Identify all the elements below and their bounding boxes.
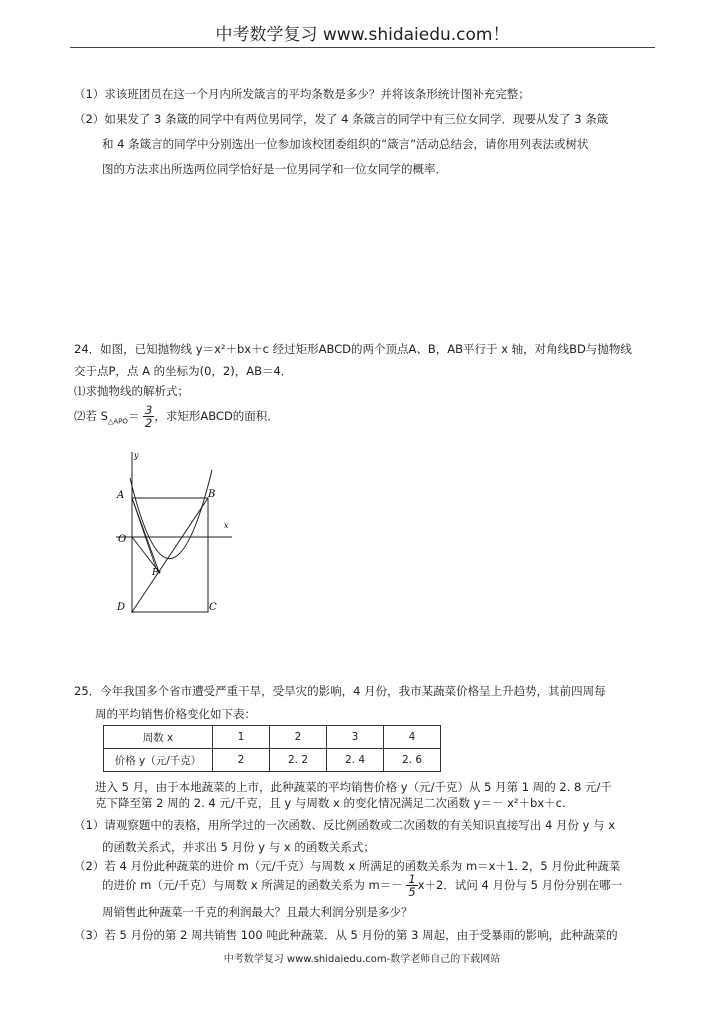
q23-part1: （1）求该班团员在这一个月内所发箴言的平均条数是多少？并将该条形统计图补充完整； bbox=[74, 87, 530, 101]
q24-part2-suffix: ，求矩形ABCD的面积． bbox=[154, 409, 279, 423]
figure-diagonal-bd bbox=[132, 498, 208, 612]
figure-line-op bbox=[132, 537, 159, 572]
page-footer: 中考数学复习 www.shidaiedu.com-数学老师自己的下载网站 bbox=[223, 954, 501, 965]
table-cell: 1 bbox=[213, 726, 270, 749]
q24-equals: ＝ bbox=[127, 409, 140, 423]
q24-line1: 24．如图，已知抛物线 y＝x²＋bx＋c 经过矩形ABCD的两个顶点A、B，AB平行于 x 轴，对角线BD与抛物线 bbox=[74, 342, 632, 356]
q25-part2-line2 bbox=[102, 872, 622, 898]
q25-part1-line1: （1）请观察题中的表格，用所学过的一次函数、反比例函数或二次函数的有关知识直接写出 4 月份 y 与 x bbox=[74, 818, 616, 832]
figure-label-p: P bbox=[152, 568, 159, 578]
q25-frac-den: 5 bbox=[408, 885, 416, 899]
table-row bbox=[104, 726, 441, 749]
header-rule bbox=[70, 47, 655, 48]
page-header: 中考数学复习 www.shidaiedu.com！ bbox=[215, 25, 510, 45]
q25-frac-num: 1 bbox=[408, 872, 416, 886]
table-cell: 3 bbox=[327, 726, 384, 749]
figure-line-ap2 bbox=[132, 498, 156, 568]
q24-fraction bbox=[143, 404, 154, 429]
q25-line3: 进入 5 月，由于本地蔬菜的上市，此种蔬菜的平均销售价格 y（元/千克）从 5 月第 1 周的 2. 8 元/千 bbox=[95, 780, 612, 794]
figure-label-y: y bbox=[134, 451, 139, 460]
figure-label-x: x bbox=[224, 521, 229, 530]
q25-part2-line2-suffix: x＋2．试问 4 月份与 5 月份分别在哪一 bbox=[417, 878, 623, 892]
q24-part1: ⑴求抛物线的解析式； bbox=[74, 384, 189, 398]
table-cell: 2 bbox=[213, 749, 270, 772]
q25-part3-line1: （3）若 5 月份的第 2 周共销售 100 吨此种蔬菜．从 5 月份的第 3 周起，由于受暴雨的影响，此种蔬菜的 bbox=[74, 928, 618, 942]
figure-label-a: A bbox=[117, 490, 125, 501]
q23-part2-line3: 图的方法求出所选两位同学恰好是一位男同学和一位女同学的概率． bbox=[102, 162, 447, 176]
q25-part2-line2-prefix: 的进价 m（元/千克）与周数 x 所满足的函数关系为 m＝－ bbox=[102, 878, 403, 892]
q25-line1: 25．今年我国多个省市遭受严重干旱，受旱灾的影响，4 月份，我市某蔬菜价格呈上升趋势，其前四周每 bbox=[74, 684, 606, 698]
table-cell: 4 bbox=[384, 726, 441, 749]
q25-line2: 周的平均销售价格变化如下表： bbox=[95, 707, 256, 721]
table-row bbox=[104, 749, 441, 772]
table-cell: 2. 2 bbox=[270, 749, 327, 772]
q24-frac-num: 3 bbox=[145, 403, 153, 417]
table-cell: 2. 4 bbox=[327, 749, 384, 772]
q25-fraction bbox=[406, 873, 417, 898]
table-cell: 价格 y（元/千克） bbox=[104, 749, 213, 772]
table-cell: 2 bbox=[270, 726, 327, 749]
q25-line4: 克下降至第 2 周的 2. 4 元/千克，且 y 与周数 x 的变化情况满足二次函数 y＝－ x²＋bx＋c. bbox=[95, 796, 566, 810]
q24-figure bbox=[108, 448, 238, 618]
q23-part2-line2: 和 4 条箴言的同学中分别选出一位参加该校团委组织的“箴言”活动总结会，请你用列表法或树状 bbox=[102, 137, 589, 151]
figure-parabola bbox=[130, 470, 212, 559]
figure-label-d: D bbox=[117, 602, 126, 613]
table-cell: 周数 x bbox=[104, 726, 213, 749]
figure-label-b: B bbox=[208, 489, 216, 500]
figure-label-c: C bbox=[209, 602, 217, 613]
q24-part2-prefix: ⑵若 S bbox=[74, 409, 108, 423]
q25-part2-line1: （2）若 4 月份此种蔬菜的进价 m（元/千克）与周数 x 所满足的函数关系为 m＝x＋1. 2，5 月份此种蔬菜 bbox=[74, 859, 621, 873]
q24-part2 bbox=[74, 404, 279, 433]
q24-line2: 交于点P，点 A 的坐标为(0，2)，AB＝4． bbox=[74, 364, 293, 378]
q25-part2-line3: 周销售此种蔬菜一千克的利润最大？且最大利润分别是多少？ bbox=[102, 905, 413, 919]
figure-label-o: O bbox=[118, 534, 127, 545]
q24-frac-den: 2 bbox=[145, 416, 153, 430]
table-cell: 2. 6 bbox=[384, 749, 441, 772]
q24-area-subscript: △APO bbox=[107, 417, 128, 426]
q25-part1-line2: 的函数关系式，并求出 5 月份 y 与 x 的函数关系式； bbox=[102, 840, 375, 854]
q23-part2-line1: （2）如果发了 3 条箴的同学中有两位男同学，发了 4 条箴言的同学中有三位女同学．现要从发了 3 条箴 bbox=[74, 112, 609, 126]
q25-price-table bbox=[103, 725, 441, 772]
